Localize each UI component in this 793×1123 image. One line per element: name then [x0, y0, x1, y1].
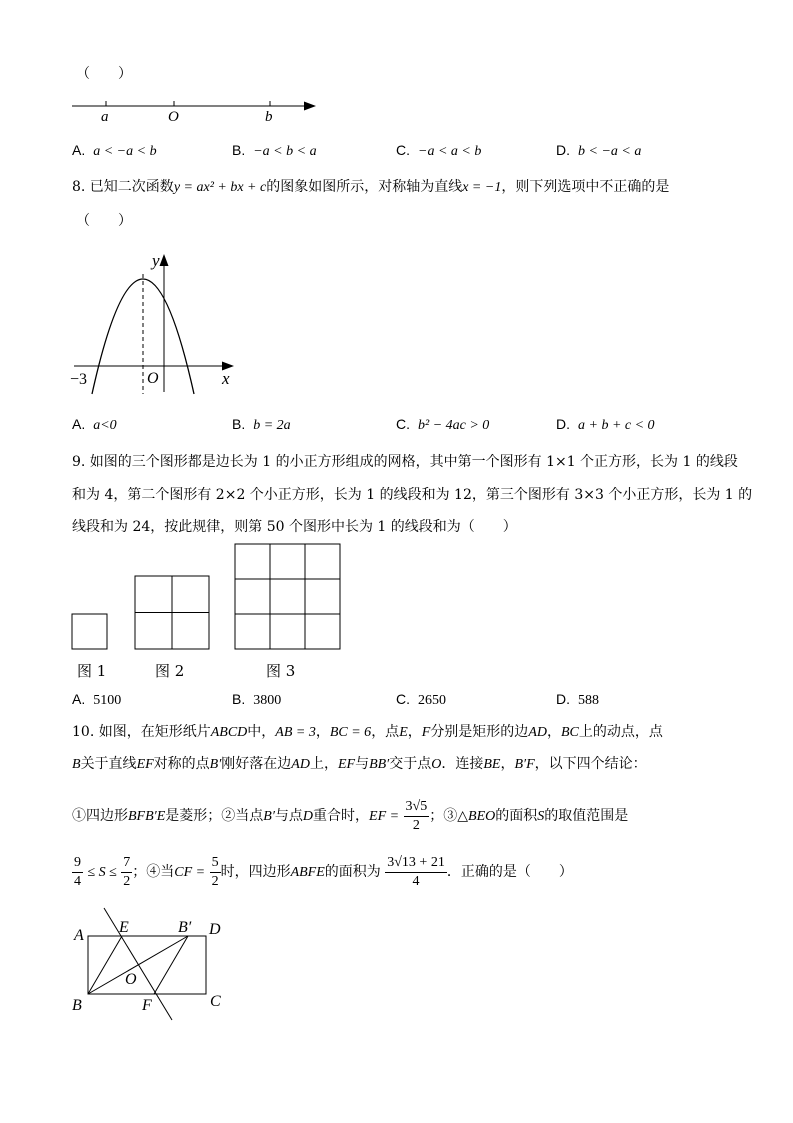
- label-E: E: [119, 919, 129, 936]
- segment-bbprime: [88, 936, 188, 994]
- q9-option-c[interactable]: C. 2650: [396, 691, 446, 708]
- q7-option-d[interactable]: D. b < −a < a: [556, 142, 642, 159]
- q10-rectangle-figure: [66, 906, 236, 1028]
- q9-line-1: 9. 如图的三个图形都是边长为 1 的小正方形组成的网格，其中第一个图形有 1×1 个正方形，长为 1 的线段: [72, 454, 738, 470]
- label-F: F: [142, 997, 152, 1014]
- grid-2x2: [135, 576, 209, 649]
- q9-line-3: 线段和为 24，按此规律，则第 50 个图形中长为 1 的线段和为（ ）: [72, 519, 517, 535]
- origin-label: O: [147, 370, 159, 387]
- line-ef: [104, 908, 172, 1020]
- caption-fig2: 图 2: [155, 662, 185, 680]
- q7-option-b[interactable]: B. −a < b < a: [232, 142, 317, 159]
- q8-option-b[interactable]: B. b = 2a: [232, 416, 291, 433]
- ef-fraction: $\frac{3√5}{2}$: [405, 798, 428, 833]
- q8-option-c[interactable]: C. b² − 4ac > 0: [396, 416, 490, 433]
- label-Bprime: B′: [178, 919, 192, 936]
- y-label: y: [152, 251, 160, 270]
- q10-line-1: 10. 如图，在矩形纸片ABCD中，AB = 3，BC = 6，点E，F分别是矩形的边AD，BC上的动点，点: [72, 724, 663, 740]
- label-C: C: [210, 993, 221, 1010]
- q8-parabola-graph: [64, 246, 244, 398]
- q9-option-a[interactable]: A. 5100: [72, 691, 122, 708]
- label-a: a: [101, 109, 109, 125]
- q7-number-line: [68, 92, 328, 128]
- q8-answer-paren: （ ）: [76, 213, 132, 229]
- q10-conclusions-1: ①四边形BFB′E是菱形；②当点B′与点D重合时，EF = $\frac{3√5}{2}$ ；③△BEO的面积S的取值范围是: [72, 798, 629, 833]
- label-D: D: [209, 921, 221, 938]
- q8-question: 8. 已知二次函数y = ax² + bx + c的图象如图所示，对称轴为直线x = −1，则下列选项中不正确的是: [72, 179, 670, 195]
- label-O: O: [125, 971, 137, 988]
- grid-3x3: [235, 544, 340, 649]
- grid-1x1: [72, 614, 107, 649]
- q10-line-2: B关于直线EF对称的点B′刚好落在边AD上，EF与BB′交于点O．连接BE，B′F，以下四个结论：: [72, 756, 647, 772]
- label-A: A: [74, 927, 84, 944]
- q9-grid-figures: [70, 542, 350, 654]
- q7-answer-paren: （ ）: [76, 66, 132, 82]
- area-fraction: $\frac{3√13 + 21}{4}$: [387, 854, 445, 889]
- cf-fraction: $\frac{5}{2}$: [211, 854, 219, 889]
- s-low-fraction: $\frac{9}{4}$: [74, 854, 81, 889]
- s-high-fraction: $\frac{7}{2}$: [123, 854, 131, 889]
- q9-option-b[interactable]: B. 3800: [232, 691, 282, 708]
- q9-option-d[interactable]: D. 588: [556, 691, 599, 708]
- x-label: x: [222, 369, 230, 388]
- label-o: O: [168, 109, 179, 125]
- q7-option-c[interactable]: C. −a < a < b: [396, 142, 482, 159]
- label-b: b: [265, 109, 273, 125]
- q8-option-d[interactable]: D. a + b + c < 0: [556, 416, 655, 433]
- segment-bprimef: [154, 936, 188, 994]
- segment-be: [88, 936, 122, 994]
- q10-conclusions-2: $\frac{9}{4}$ ≤ S ≤ $\frac{7}{2}$ ；④当CF = $\frac{5}{2}$ 时，四边形ABFE的面积为 $\frac{3√13 + 21}{4}$ ．正确的是（ ）: [74, 854, 573, 889]
- q9-line-2: 和为 4，第二个图形有 2×2 个小正方形，长为 1 的线段和为 12，第三个图形有 3×3 个小正方形，长为 1 的: [72, 487, 753, 503]
- q8-option-a[interactable]: A. a<0: [72, 416, 117, 433]
- neg3-label: −3: [70, 371, 88, 388]
- q7-option-a[interactable]: A. a < −a < b: [72, 142, 157, 159]
- rectangle-abcd: [88, 936, 206, 994]
- caption-fig3: 图 3: [266, 662, 296, 680]
- number-line-arrow: [304, 102, 316, 111]
- y-axis-arrow: [160, 254, 169, 266]
- caption-fig1: 图 1: [77, 662, 107, 680]
- label-B: B: [72, 997, 82, 1014]
